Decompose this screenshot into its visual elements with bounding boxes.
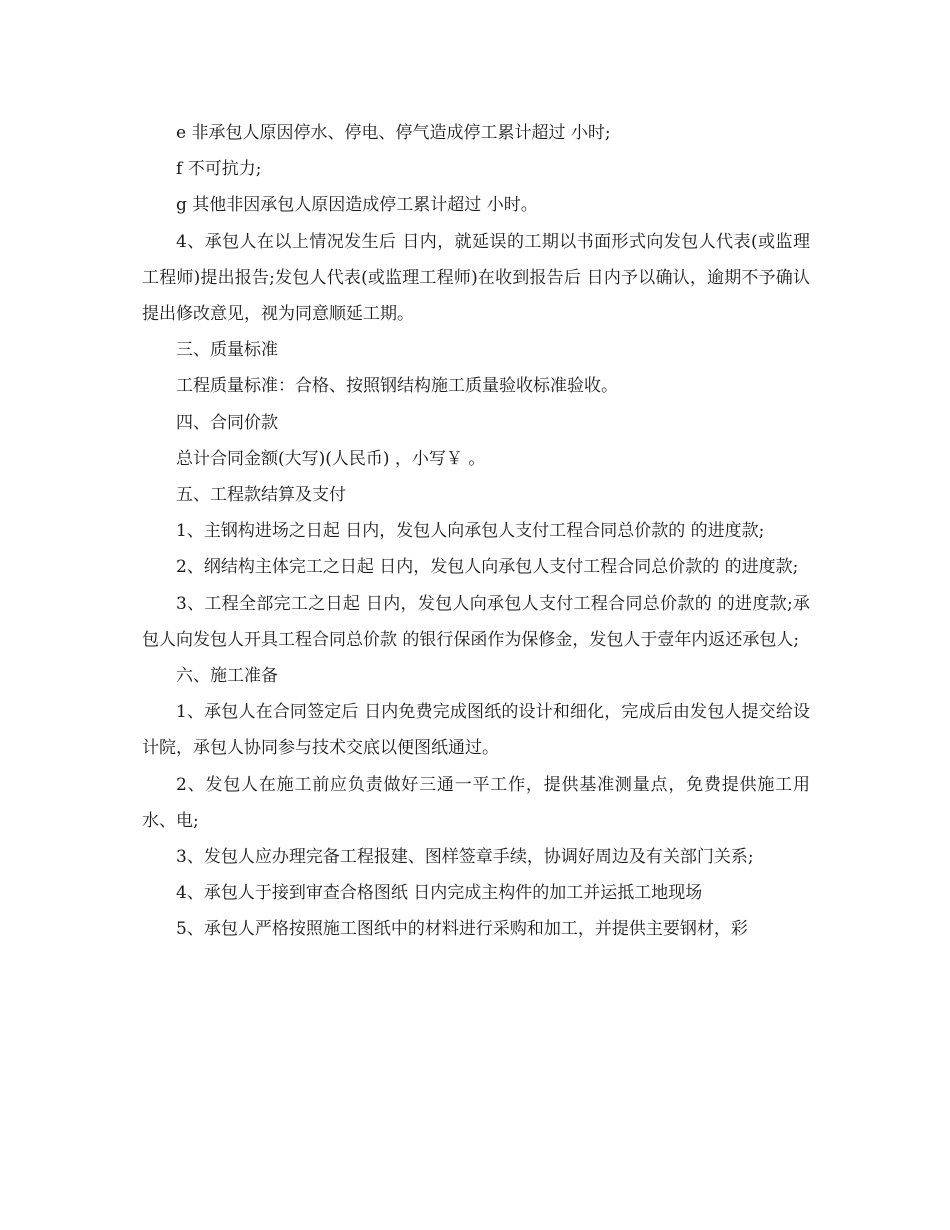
paragraph-payment-1: 1、主钢构进场之日起 日内，发包人向承包人支付工程合同总价款的 的进度款; <box>176 521 765 542</box>
paragraph-g-other-causes: g 其他非因承包人原因造成停工累计超过 小时。 <box>176 195 538 216</box>
section-heading-contract-price: 四、合同价款 <box>176 412 278 433</box>
paragraph-preparation-2: 2、发包人在施工前应负责做好三通一平工作，提供基准测量点，免费提供施工用水、电; <box>142 774 810 831</box>
section-heading-construction-preparation: 六、施工准备 <box>176 666 278 687</box>
paragraph-preparation-1: 1、承包人在合同签定后 日内免费完成图纸的设计和细化，完成后由发包人提交给设计院，承包人协同参与技术交底以便图纸通过。 <box>142 702 810 759</box>
paragraph-preparation-3: 3、发包人应办理完备工程报建、图样签章手续，协调好周边及有关部门关系; <box>176 847 754 868</box>
paragraph-payment-2: 2、纲结构主体完工之日起 日内，发包人向承包人支付工程合同总价款的 的进度款; <box>176 557 799 578</box>
paragraph-e-utility-outage: e 非承包人原因停水、停电、停气造成停工累计超过 小时; <box>176 123 611 143</box>
paragraph-quality-standard: 工程质量标准：合格、按照钢结构施工质量验收标准验收。 <box>176 376 618 397</box>
paragraph-payment-3: 3、工程全部完工之日起 日内，发包人向承包人支付工程合同总价款的 的进度款;承包人向发包人开具工程合同总价款 的银行保函作为保修金，发包人于壹年内返还承包人; <box>142 593 810 650</box>
document-body <box>142 115 810 948</box>
paragraph-4-delay-report: 4、承包人在以上情况发生后 日内，就延误的工期以书面形式向发包人代表(或监理工程师)提出报告;发包人代表(或监理工程师)在收到报告后 日内予以确认，逾期不予确认提出修改意见，视为同意顺延工期。 <box>142 231 810 325</box>
paragraph-preparation-5: 5、承包人严格按照施工图纸中的材料进行采购和加工，并提供主要钢材，彩 <box>176 919 748 940</box>
paragraph-contract-amount: 总计合同金额(大写)(人民币) ，小写￥ 。 <box>176 448 486 469</box>
section-heading-settlement-payment: 五、工程款结算及支付 <box>176 485 346 506</box>
section-heading-quality-standard: 三、质量标准 <box>176 340 278 361</box>
paragraph-f-force-majeure: f 不可抗力; <box>176 159 262 180</box>
paragraph-preparation-4: 4、承包人于接到审查合格图纸 日内完成主构件的加工并运抵工地现场 <box>176 883 703 904</box>
